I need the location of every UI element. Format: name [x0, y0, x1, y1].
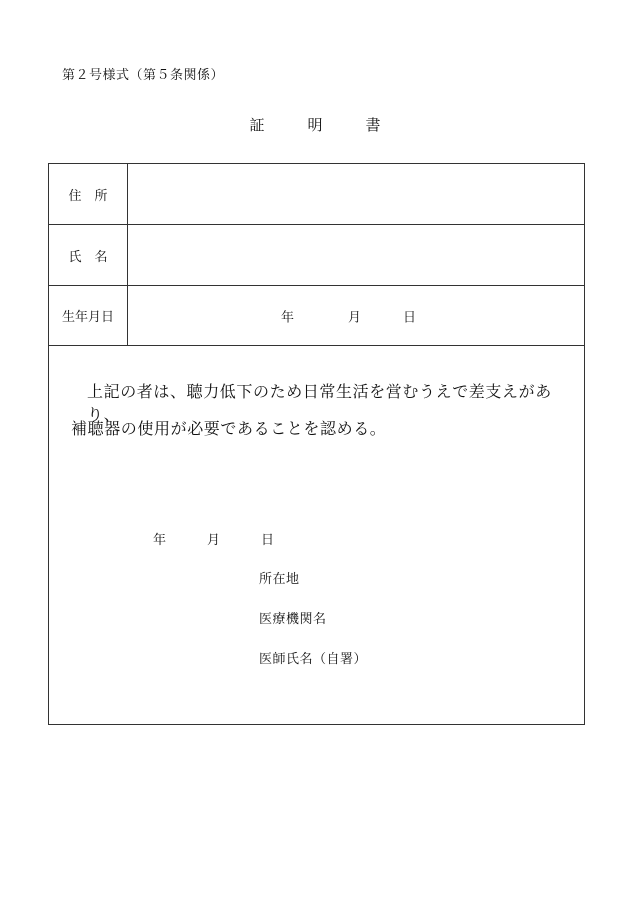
document-title: 証 明 書: [249, 116, 395, 134]
name-label: 氏 名: [49, 225, 128, 285]
birthdate-field[interactable]: [128, 286, 584, 345]
certificate-form-table: [48, 163, 585, 725]
name-row: [49, 225, 584, 286]
signature-year-unit: 年: [153, 533, 167, 548]
form-number: 第２号様式（第５条関係）: [62, 68, 225, 83]
signature-day-unit: 日: [261, 533, 275, 548]
address-label: 住 所: [49, 164, 128, 224]
address-row: [49, 164, 584, 225]
location-label: 所在地: [259, 572, 300, 587]
certification-statement-line-2: 補聴器の使用が必要であることを認める。: [71, 419, 387, 438]
certification-statement-line-1: 上記の者は、聴力低下のため日常生活を営むうえで差支えがあり、: [87, 382, 552, 424]
name-field[interactable]: [128, 225, 584, 285]
birthdate-label: 生年月日: [49, 286, 128, 345]
birthdate-row: [49, 286, 584, 346]
birth-month-unit: 月: [348, 310, 362, 325]
birth-year-unit: 年: [281, 310, 295, 325]
birth-day-unit: 日: [403, 310, 417, 325]
address-field[interactable]: [128, 164, 584, 224]
signature-month-unit: 月: [207, 533, 221, 548]
certification-section: [49, 346, 584, 726]
medical-institution-label: 医療機関名: [259, 612, 327, 627]
doctor-signature-label: 医師氏名（自署）: [259, 652, 368, 667]
